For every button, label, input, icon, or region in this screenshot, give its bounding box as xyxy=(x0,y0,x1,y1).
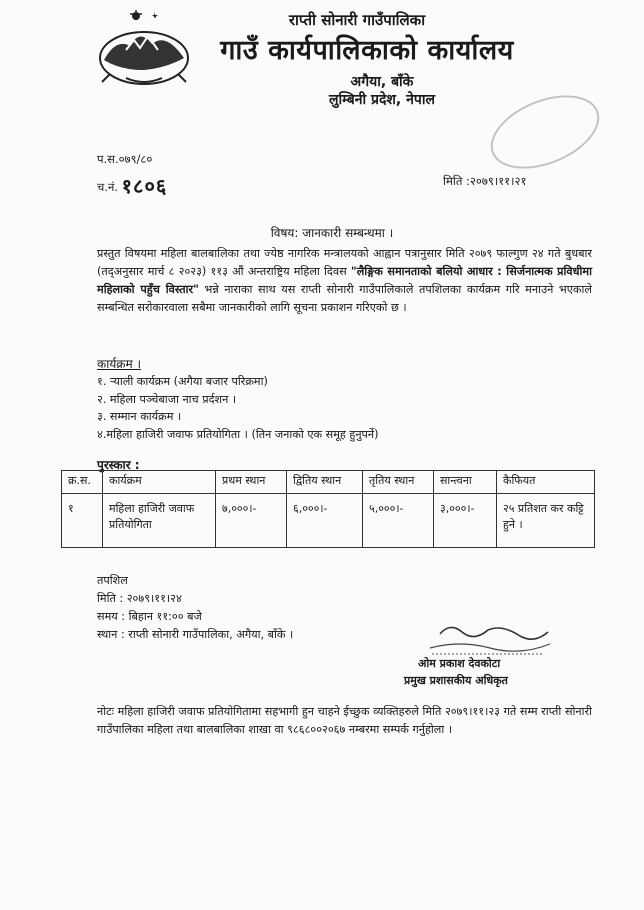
awards-heading: पुरस्कार : xyxy=(97,458,140,472)
column-header: तृतिय स्थान xyxy=(363,471,434,494)
column-header: कैफियत xyxy=(497,471,595,494)
column-header: क्र.स. xyxy=(62,471,103,494)
event-date: मिति : २०७९।११।२४ xyxy=(97,592,182,605)
awards-table xyxy=(61,470,595,548)
column-header: द्वितिय स्थान xyxy=(287,471,363,494)
body-paragraph xyxy=(97,245,592,317)
table-row xyxy=(62,494,595,548)
event-details xyxy=(97,572,293,644)
event-venue: स्थान : राप्ती सोनारी गाउँपालिका, अगैया, बाँके । xyxy=(97,628,294,641)
table-cell: १ xyxy=(62,494,103,548)
table-cell: ७,०००।- xyxy=(216,494,287,548)
program-item: १. र्‍याली कार्यक्रम (अगैया बजार परिक्रमा) xyxy=(97,375,268,388)
signatory-name: ओम प्रकाश देवकोटा xyxy=(418,657,501,670)
dispatch-label: च.नं. xyxy=(97,180,118,194)
column-header: प्रथम स्थान xyxy=(216,471,287,494)
table-cell: २५ प्रतिशत कर कट्टि हुने । xyxy=(497,494,595,548)
program-item: ३. सम्मान कार्यक्रम । xyxy=(97,410,182,423)
table-cell: ५,०००।- xyxy=(363,494,434,548)
program-heading: कार्यक्रम । xyxy=(97,357,142,371)
letter-date: मिति :२०७९।११।२१ xyxy=(443,174,527,188)
table-cell: ६,०००।- xyxy=(287,494,363,548)
program-list xyxy=(97,373,378,443)
column-header: सान्त्वना xyxy=(434,471,497,494)
table-cell: महिला हाजिरी जवाफ प्रतियोगिता xyxy=(103,494,216,548)
signatory-title: प्रमुख प्रशासकीय अधिकृत xyxy=(404,674,508,687)
event-time: समय : बिहान ११:०० बजे xyxy=(97,610,202,623)
body-text-end: भन्ने नाराका साथ यस राप्ती सोनारी गाउँपालिकाले तपशिलका कार्यक्रम गरि मनाउने भएकाले सम्बन्धित सरोकारवाला सबैमा जानकारीको लागि सूचना प्रकाशन गरिएको छ । xyxy=(97,283,593,314)
municipality-name: राप्ती सोनारी गाउँपालिका xyxy=(288,11,426,29)
program-item: ४.महिला हाजिरी जवाफ प्रतियोगिता । (तिन जनाको एक समूह हुनुपर्ने) xyxy=(97,427,379,441)
dispatch-ref xyxy=(97,172,167,199)
note-paragraph: नोटः महिला हाजिरी जवाफ प्रतियोगितामा सहभागी हुन चाहने ईच्छुक व्यक्तिहरुले मिति २०७९।११।२३ गते सम्म राप्ती सोनारी गाउँपालिका महिला तथा बालबालिका शाखा वा ९८६८००२०६७ नम्बरमा सम्पर्क गर्नुहोला । xyxy=(97,705,592,736)
office-location: अगैया, बाँके xyxy=(350,74,414,90)
signature-scrawl-icon xyxy=(410,614,560,662)
column-header: कार्यक्रम xyxy=(103,471,216,494)
office-name: गाउँ कार्यपालिकाको कार्यालय xyxy=(220,35,514,66)
letter-subject: विषय: जानकारी सम्बन्धमा । xyxy=(270,226,394,240)
fiscal-year: प.स.०७९/८० xyxy=(97,152,153,166)
body-text-start: प्रस्तुत विषयमा महिला बालबालिका तथा ज्येष्ठ नागरिक मन्त्रालयको आह्वान पत्रानुसार मिति २०७९ फाल्गुण २४ गते बुधबार (तद्अनुसार मार्च ८ २०२३) ११३ औं अन्तराष्ट्रिय महिला दिवस xyxy=(97,247,592,278)
office-province: लुम्बिनी प्रदेश, नेपाल xyxy=(329,92,435,108)
campaign-slogan: "लैङ्गिक समानताको बलियो आधार : सिर्जनात्मक प्रविधीमा महिलाको पहुँच विस्तार" xyxy=(97,265,593,296)
program-item: २. महिला पञ्चेबाजा नाच प्रर्दशन । xyxy=(97,392,237,406)
dispatch-number: १८०६ xyxy=(121,174,168,198)
table-cell: ३,०००।- xyxy=(434,494,497,548)
table-header-row xyxy=(62,471,595,494)
details-heading: तपशिल xyxy=(97,574,128,587)
